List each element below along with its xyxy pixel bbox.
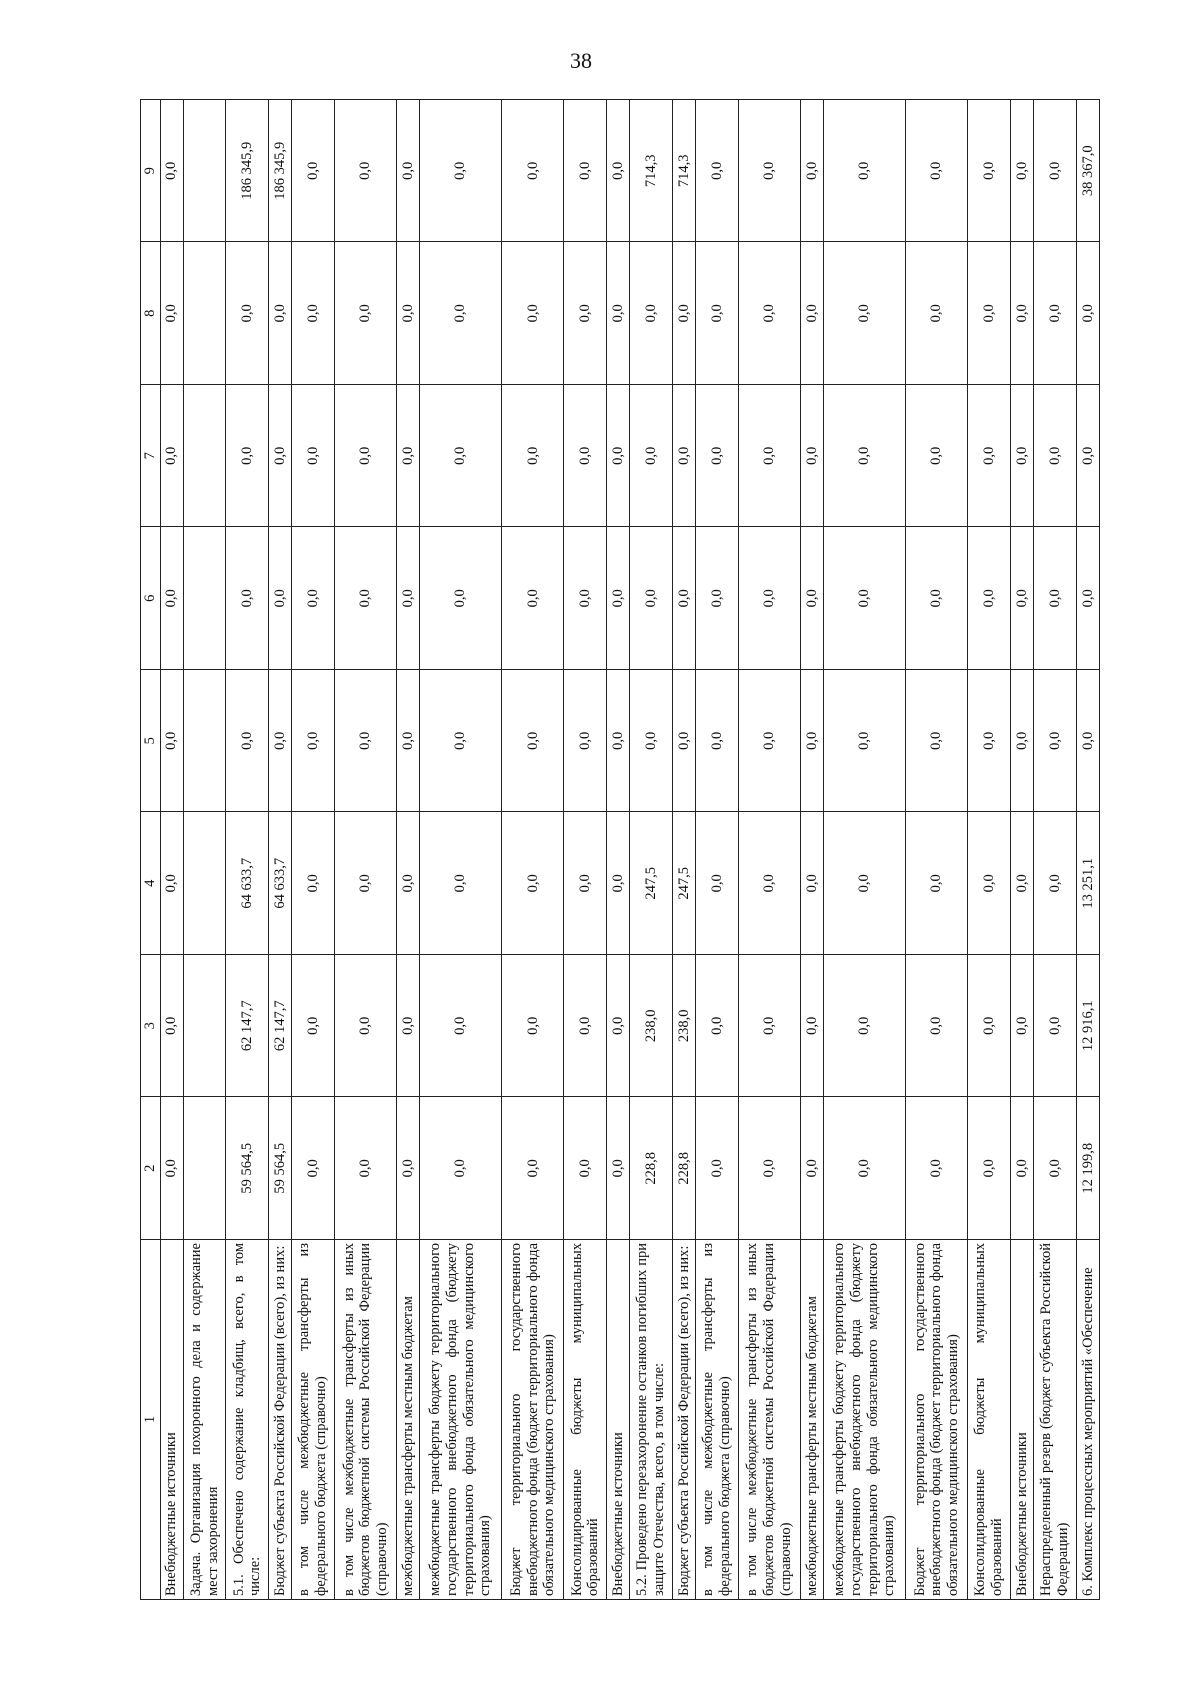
value-cell: 0,0 — [906, 100, 968, 243]
value-cell: 0,0 — [397, 242, 420, 385]
value-cell: 0,0 — [502, 100, 564, 243]
row-label: Нераспределенный резерв (бюджет субъекта Российской Федерации) — [1034, 1240, 1077, 1600]
row-label: межбюджетные трансферты бюджету территориального государственного внебюджетного фонда (бюджету территориального фонда обязательного медицинского страхования) — [420, 1240, 502, 1600]
value-cell: 0,0 — [292, 955, 335, 1098]
value-cell: 0,0 — [1034, 955, 1077, 1098]
value-cell: 0,0 — [1034, 527, 1077, 670]
value-cell: 0,0 — [1034, 100, 1077, 243]
value-cell: 0,0 — [397, 527, 420, 670]
value-cell: 0,0 — [696, 527, 739, 670]
value-cell: 0,0 — [334, 385, 396, 528]
value-cell: 0,0 — [630, 527, 673, 670]
table-row — [824, 100, 906, 1600]
budget-table — [140, 99, 1100, 1600]
value-cell: 0,0 — [502, 385, 564, 528]
value-cell: 0,0 — [906, 385, 968, 528]
table-row — [160, 100, 183, 1600]
table-row — [906, 100, 968, 1600]
value-cell: 0,0 — [226, 385, 269, 528]
value-cell: 0,0 — [738, 527, 800, 670]
value-cell: 0,0 — [1034, 242, 1077, 385]
table-header-row — [141, 100, 161, 1600]
value-cell: 0,0 — [1076, 242, 1099, 385]
value-cell: 0,0 — [334, 812, 396, 955]
value-cell: 0,0 — [564, 385, 607, 528]
value-cell: 0,0 — [968, 242, 1011, 385]
value-cell: 0,0 — [564, 1097, 607, 1240]
value-cell: 0,0 — [160, 100, 183, 243]
value-cell — [183, 100, 226, 243]
row-label: 5.2. Проведено перезахоронение останков погибших при защите Отечества, всего, в том числе: — [630, 1240, 673, 1600]
row-label: Консолидированные бюджеты муниципальных образований — [564, 1240, 607, 1600]
value-cell: 0,0 — [292, 527, 335, 670]
value-cell: 714,3 — [630, 100, 673, 243]
value-cell: 0,0 — [292, 812, 335, 955]
value-cell: 0,0 — [696, 1097, 739, 1240]
value-cell: 0,0 — [607, 527, 630, 670]
value-cell: 0,0 — [607, 1097, 630, 1240]
value-cell: 0,0 — [968, 670, 1011, 813]
value-cell: 0,0 — [397, 670, 420, 813]
value-cell: 0,0 — [160, 812, 183, 955]
value-cell — [183, 242, 226, 385]
value-cell: 0,0 — [334, 670, 396, 813]
table-row — [801, 100, 824, 1600]
value-cell: 0,0 — [630, 670, 673, 813]
value-cell: 0,0 — [1034, 1097, 1077, 1240]
row-label: Внебюджетные источники — [1010, 1240, 1033, 1600]
value-cell: 0,0 — [1010, 242, 1033, 385]
value-cell: 0,0 — [502, 1097, 564, 1240]
value-cell: 0,0 — [824, 242, 906, 385]
column-header: 4 — [141, 812, 161, 955]
column-header: 2 — [141, 1097, 161, 1240]
value-cell: 0,0 — [564, 242, 607, 385]
value-cell: 238,0 — [672, 955, 695, 1098]
value-cell: 0,0 — [672, 527, 695, 670]
value-cell: 0,0 — [738, 1097, 800, 1240]
value-cell: 0,0 — [292, 670, 335, 813]
row-label: в том числе межбюджетные трансферты из иных бюджетов бюджетной системы Российской Федерации (справочно) — [334, 1240, 396, 1600]
value-cell: 13 251,1 — [1076, 812, 1099, 955]
value-cell: 0,0 — [502, 812, 564, 955]
value-cell: 12 916,1 — [1076, 955, 1099, 1098]
value-cell: 0,0 — [630, 385, 673, 528]
value-cell: 0,0 — [968, 527, 1011, 670]
value-cell: 0,0 — [292, 1097, 335, 1240]
value-cell: 0,0 — [968, 100, 1011, 243]
value-cell: 0,0 — [564, 100, 607, 243]
value-cell: 0,0 — [824, 1097, 906, 1240]
column-header: 1 — [141, 1240, 161, 1600]
row-label: Внебюджетные источники — [160, 1240, 183, 1600]
table-row — [968, 100, 1011, 1600]
value-cell: 0,0 — [420, 385, 502, 528]
value-cell: 0,0 — [334, 242, 396, 385]
value-cell: 0,0 — [1034, 812, 1077, 955]
table-row — [397, 100, 420, 1600]
value-cell: 0,0 — [672, 242, 695, 385]
value-cell: 59 564,5 — [226, 1097, 269, 1240]
table-row — [420, 100, 502, 1600]
value-cell: 0,0 — [269, 385, 292, 528]
value-cell: 0,0 — [226, 670, 269, 813]
value-cell: 0,0 — [824, 100, 906, 243]
table-row — [1076, 100, 1099, 1600]
value-cell: 0,0 — [801, 385, 824, 528]
value-cell: 0,0 — [801, 100, 824, 243]
value-cell: 0,0 — [672, 385, 695, 528]
value-cell: 0,0 — [696, 100, 739, 243]
table-row — [630, 100, 673, 1600]
value-cell: 0,0 — [1010, 955, 1033, 1098]
value-cell: 0,0 — [334, 100, 396, 243]
row-label: Бюджет территориального государственного внебюджетного фонда (бюджет территориального фонда обязательного медицинского страхования) — [906, 1240, 968, 1600]
value-cell: 0,0 — [630, 242, 673, 385]
value-cell: 0,0 — [269, 670, 292, 813]
value-cell: 228,8 — [630, 1097, 673, 1240]
table-row — [1034, 100, 1077, 1600]
value-cell: 0,0 — [738, 670, 800, 813]
value-cell: 0,0 — [334, 527, 396, 670]
table-row — [226, 100, 269, 1600]
value-cell: 0,0 — [160, 242, 183, 385]
value-cell: 0,0 — [607, 955, 630, 1098]
value-cell: 186 345,9 — [226, 100, 269, 243]
value-cell: 0,0 — [672, 670, 695, 813]
value-cell: 0,0 — [801, 242, 824, 385]
row-label: Бюджет территориального государственного внебюджетного фонда (бюджет территориального фонда обязательного медицинского страхования) — [502, 1240, 564, 1600]
value-cell: 0,0 — [502, 955, 564, 1098]
row-label: в том числе межбюджетные трансферты из федерального бюджета (справочно) — [292, 1240, 335, 1600]
value-cell: 0,0 — [292, 242, 335, 385]
row-label: 6. Комплекс процессных мероприятий «Обеспечение — [1076, 1240, 1099, 1600]
value-cell: 0,0 — [269, 527, 292, 670]
value-cell: 0,0 — [906, 1097, 968, 1240]
value-cell: 0,0 — [824, 670, 906, 813]
row-label: Консолидированные бюджеты муниципальных образований — [968, 1240, 1011, 1600]
row-label: межбюджетные трансферты местным бюджетам — [801, 1240, 824, 1600]
value-cell: 59 564,5 — [269, 1097, 292, 1240]
value-cell: 62 147,7 — [269, 955, 292, 1098]
value-cell: 247,5 — [672, 812, 695, 955]
value-cell: 0,0 — [334, 955, 396, 1098]
value-cell: 0,0 — [824, 812, 906, 955]
value-cell: 64 633,7 — [269, 812, 292, 955]
value-cell: 0,0 — [420, 955, 502, 1098]
value-cell: 0,0 — [564, 955, 607, 1098]
value-cell: 0,0 — [397, 812, 420, 955]
row-label: 5.1. Обеспечено содержание кладбищ, всего, в том числе: — [226, 1240, 269, 1600]
value-cell: 0,0 — [502, 527, 564, 670]
value-cell: 247,5 — [630, 812, 673, 955]
value-cell: 0,0 — [801, 812, 824, 955]
column-header: 9 — [141, 100, 161, 243]
value-cell: 0,0 — [420, 527, 502, 670]
value-cell: 0,0 — [1010, 1097, 1033, 1240]
value-cell: 0,0 — [968, 812, 1011, 955]
value-cell: 0,0 — [824, 527, 906, 670]
value-cell: 0,0 — [564, 812, 607, 955]
value-cell: 0,0 — [738, 955, 800, 1098]
value-cell: 186 345,9 — [269, 100, 292, 243]
value-cell: 0,0 — [607, 242, 630, 385]
value-cell: 0,0 — [696, 670, 739, 813]
value-cell: 0,0 — [607, 100, 630, 243]
value-cell: 0,0 — [906, 670, 968, 813]
value-cell: 38 367,0 — [1076, 100, 1099, 243]
table-row — [696, 100, 739, 1600]
value-cell — [183, 527, 226, 670]
value-cell: 0,0 — [906, 242, 968, 385]
value-cell: 0,0 — [502, 242, 564, 385]
value-cell: 0,0 — [1076, 527, 1099, 670]
value-cell: 0,0 — [1076, 670, 1099, 813]
row-label: в том числе межбюджетные трансферты из иных бюджетов бюджетной системы Российской Федерации (справочно) — [738, 1240, 800, 1600]
table-row — [183, 100, 226, 1600]
value-cell: 0,0 — [502, 670, 564, 813]
table-row — [292, 100, 335, 1600]
value-cell: 0,0 — [420, 100, 502, 243]
table-row — [672, 100, 695, 1600]
value-cell: 0,0 — [1076, 385, 1099, 528]
table-row — [738, 100, 800, 1600]
value-cell: 0,0 — [160, 527, 183, 670]
value-cell: 0,0 — [397, 385, 420, 528]
value-cell — [183, 385, 226, 528]
row-label: межбюджетные трансферты бюджету территориального государственного внебюджетного фонда (бюджету территориального фонда обязательного медицинского страхования) — [824, 1240, 906, 1600]
value-cell: 0,0 — [607, 670, 630, 813]
value-cell: 0,0 — [696, 812, 739, 955]
value-cell: 0,0 — [906, 955, 968, 1098]
row-label: Внебюджетные источники — [607, 1240, 630, 1600]
column-header: 8 — [141, 242, 161, 385]
value-cell: 0,0 — [1010, 100, 1033, 243]
value-cell: 62 147,7 — [226, 955, 269, 1098]
value-cell: 0,0 — [1010, 527, 1033, 670]
value-cell — [183, 955, 226, 1098]
value-cell: 0,0 — [968, 385, 1011, 528]
value-cell: 0,0 — [801, 955, 824, 1098]
value-cell: 0,0 — [160, 670, 183, 813]
row-label: Бюджет субъекта Российской Федерации (всего), из них: — [269, 1240, 292, 1600]
column-header: 3 — [141, 955, 161, 1098]
budget-table-rotated-container — [140, 100, 1100, 1600]
value-cell: 0,0 — [968, 955, 1011, 1098]
value-cell: 0,0 — [968, 1097, 1011, 1240]
value-cell: 714,3 — [672, 100, 695, 243]
table-row — [334, 100, 396, 1600]
value-cell: 0,0 — [269, 242, 292, 385]
row-label: в том числе межбюджетные трансферты из федерального бюджета (справочно) — [696, 1240, 739, 1600]
row-label: Бюджет субъекта Российской Федерации (всего), из них: — [672, 1240, 695, 1600]
value-cell: 0,0 — [906, 812, 968, 955]
value-cell: 228,8 — [672, 1097, 695, 1240]
value-cell: 0,0 — [1010, 812, 1033, 955]
table-row — [564, 100, 607, 1600]
value-cell: 64 633,7 — [226, 812, 269, 955]
value-cell: 0,0 — [801, 670, 824, 813]
column-header: 5 — [141, 670, 161, 813]
value-cell: 0,0 — [160, 385, 183, 528]
value-cell: 0,0 — [906, 527, 968, 670]
value-cell: 0,0 — [564, 527, 607, 670]
value-cell: 0,0 — [292, 385, 335, 528]
table-row — [607, 100, 630, 1600]
value-cell: 0,0 — [160, 1097, 183, 1240]
table-row — [502, 100, 564, 1600]
value-cell: 0,0 — [564, 670, 607, 813]
value-cell: 0,0 — [1010, 670, 1033, 813]
value-cell: 0,0 — [738, 242, 800, 385]
value-cell: 0,0 — [397, 955, 420, 1098]
column-header: 6 — [141, 527, 161, 670]
column-header: 7 — [141, 385, 161, 528]
value-cell: 0,0 — [420, 812, 502, 955]
value-cell: 0,0 — [738, 385, 800, 528]
value-cell: 0,0 — [397, 100, 420, 243]
value-cell: 0,0 — [334, 1097, 396, 1240]
value-cell: 0,0 — [696, 242, 739, 385]
value-cell: 0,0 — [420, 670, 502, 813]
value-cell — [183, 1097, 226, 1240]
value-cell: 0,0 — [420, 242, 502, 385]
value-cell: 0,0 — [1034, 385, 1077, 528]
table-row — [1010, 100, 1033, 1600]
value-cell: 0,0 — [226, 242, 269, 385]
page-number: 38 — [570, 48, 592, 73]
value-cell: 238,0 — [630, 955, 673, 1098]
value-cell: 0,0 — [420, 1097, 502, 1240]
value-cell: 0,0 — [738, 100, 800, 243]
value-cell: 0,0 — [292, 100, 335, 243]
value-cell: 0,0 — [607, 385, 630, 528]
value-cell: 0,0 — [696, 385, 739, 528]
value-cell: 0,0 — [160, 955, 183, 1098]
budget-table-wrapper — [140, 100, 1100, 1600]
value-cell: 0,0 — [1010, 385, 1033, 528]
value-cell: 0,0 — [738, 812, 800, 955]
table-body — [160, 100, 1099, 1600]
value-cell: 0,0 — [696, 955, 739, 1098]
value-cell: 0,0 — [824, 955, 906, 1098]
row-label: межбюджетные трансферты местным бюджетам — [397, 1240, 420, 1600]
value-cell: 0,0 — [801, 1097, 824, 1240]
value-cell: 0,0 — [1034, 670, 1077, 813]
value-cell: 0,0 — [801, 527, 824, 670]
value-cell: 0,0 — [607, 812, 630, 955]
value-cell: 0,0 — [397, 1097, 420, 1240]
value-cell — [183, 670, 226, 813]
row-label: Задача. Организация похоронного дела и содержание мест захоронения — [183, 1240, 226, 1600]
value-cell — [183, 812, 226, 955]
value-cell: 12 199,8 — [1076, 1097, 1099, 1240]
value-cell: 0,0 — [226, 527, 269, 670]
table-row — [269, 100, 292, 1600]
value-cell: 0,0 — [824, 385, 906, 528]
